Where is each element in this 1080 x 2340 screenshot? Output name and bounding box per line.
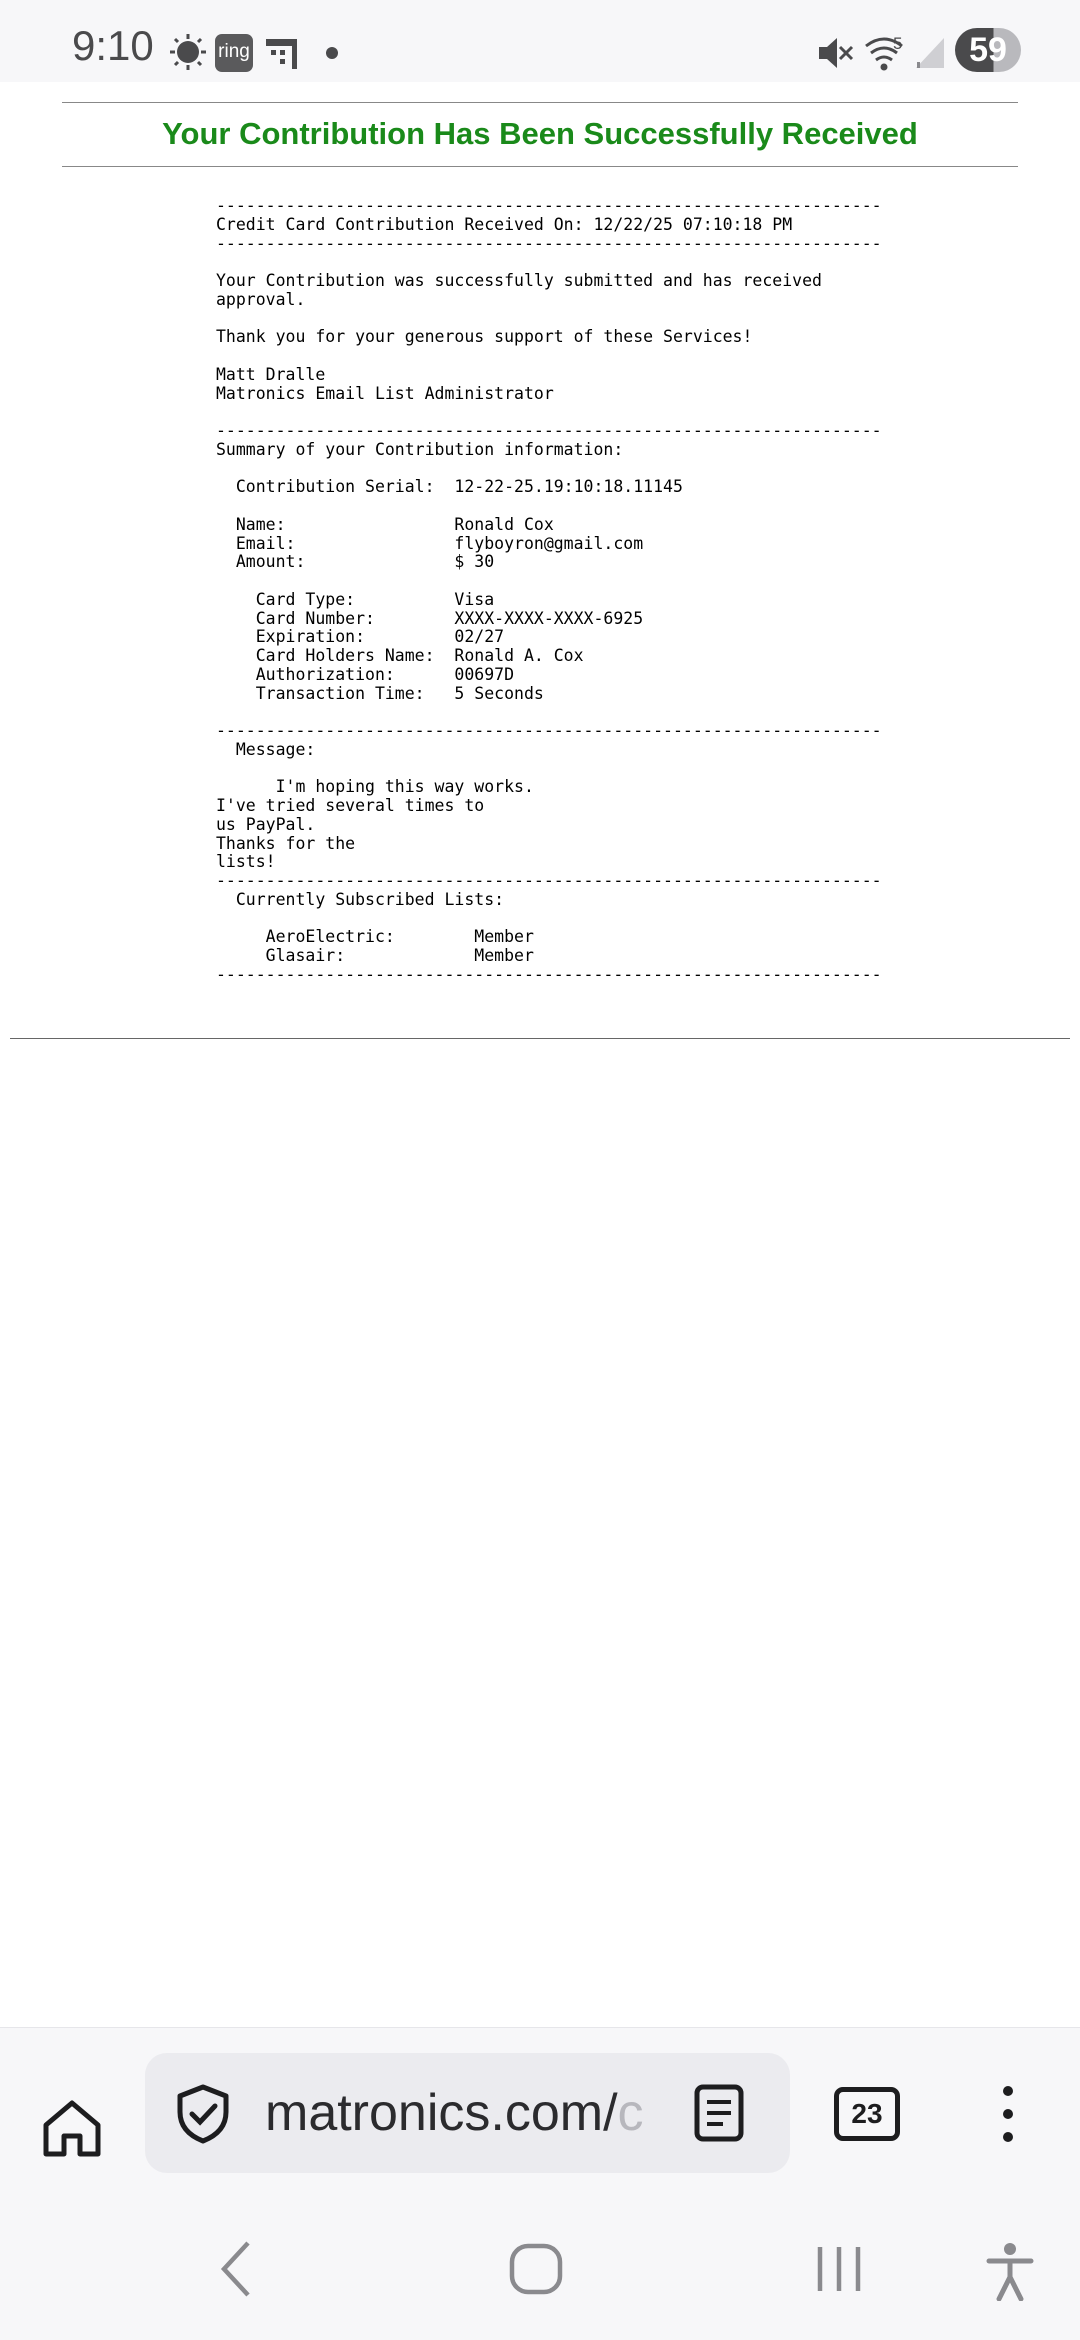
receipt-line: Message: <box>216 739 316 759</box>
receipt-line: Card Holders Name: Ronald A. Cox <box>216 646 584 665</box>
receipt-line: Currently Subscribed Lists: <box>216 889 505 909</box>
home-icon[interactable] <box>40 2098 104 2160</box>
contribution-receipt <box>216 197 882 985</box>
accessibility-icon[interactable] <box>985 2241 1035 2301</box>
receipt-line: ------------------------------------------------------------------- <box>216 233 882 253</box>
tabs-icon[interactable]: 23 <box>834 2087 900 2141</box>
receipt-line: Name: Ronald Cox <box>216 514 554 534</box>
brightness-icon <box>168 32 208 72</box>
receipt-line: Email: flyboyron@gmail.com <box>216 533 644 553</box>
receipt-line: ------------------------------------------------------------------- <box>216 964 882 984</box>
status-bar <box>0 0 1080 82</box>
receipt-line: Amount: $ 30 <box>216 552 495 572</box>
receipt-line: Your Contribution was successfully submitted and has received <box>216 271 822 290</box>
receipt-line: Matt Dralle <box>216 364 326 384</box>
url-text[interactable] <box>265 2083 655 2143</box>
battery-indicator: 59 <box>955 28 1021 72</box>
receipt-line: I've tried several times to <box>216 796 485 815</box>
recents-icon[interactable] <box>814 2243 864 2295</box>
receipt-line: AeroElectric: Member <box>216 927 534 947</box>
receipt-line: lists! <box>216 852 276 872</box>
system-navigation-bar <box>0 2237 1080 2340</box>
receipt-line: Card Number: XXXX-XXXX-XXXX-6925 <box>216 608 644 628</box>
receipt-line: Contribution Serial: 12-22-25.19:10:18.11145 <box>216 477 683 497</box>
ring-app-label: ring <box>218 41 250 62</box>
receipt-line: Credit Card Contribution Received On: 12/22/25 07:10:18 PM <box>216 214 793 234</box>
url-fade: c <box>617 2084 644 2142</box>
receipt-line: Card Type: Visa <box>216 589 495 609</box>
receipt-line: Expiration: 02/27 <box>216 627 505 647</box>
receipt-line: Thanks for the <box>216 833 356 853</box>
receipt-line: ------------------------------------------------------------------- <box>216 196 882 215</box>
divider-bottom <box>10 1038 1070 1039</box>
mute-icon <box>816 34 856 72</box>
status-time: 9:10 <box>72 22 154 69</box>
dot-icon <box>325 46 339 60</box>
browser-toolbar <box>0 2027 1080 2238</box>
wifi-label: 5 <box>893 34 903 53</box>
page-title: Your Contribution Has Been Successfully Received <box>162 116 918 151</box>
receipt-line: Summary of your Contribution information: <box>216 439 624 459</box>
divider-top <box>62 102 1018 103</box>
url-main: matronics.com/ <box>265 2084 618 2142</box>
app-notification-icon <box>263 36 301 72</box>
receipt-line: us PayPal. <box>216 814 316 834</box>
receipt-line: ------------------------------------------------------------------- <box>216 871 882 890</box>
receipt-line: I'm hoping this way works. <box>216 777 534 797</box>
receipt-line: ------------------------------------------------------------------- <box>216 421 882 440</box>
receipt-line: Thank you for your generous support of these Services! <box>216 327 753 347</box>
receipt-line: Transaction Time: 5 Seconds <box>216 683 544 703</box>
receipt-line: approval. <box>216 289 306 309</box>
signal-icon <box>914 36 946 70</box>
receipt-line: Matronics Email List Administrator <box>216 383 554 403</box>
home-circle-icon[interactable] <box>509 2243 563 2295</box>
shield-check-icon[interactable] <box>175 2083 231 2145</box>
more-menu-icon[interactable] <box>996 2084 1020 2144</box>
back-icon[interactable] <box>216 2239 256 2299</box>
divider-title <box>62 166 1018 167</box>
receipt-line: Glasair: Member <box>216 946 534 965</box>
reader-mode-icon[interactable] <box>693 2083 745 2143</box>
receipt-line: Authorization: 00697D <box>216 664 515 684</box>
ring-app-icon <box>215 34 253 72</box>
web-page-content <box>0 82 1080 2027</box>
receipt-line: ------------------------------------------------------------------- <box>216 721 882 740</box>
url-bar[interactable] <box>145 2053 790 2173</box>
